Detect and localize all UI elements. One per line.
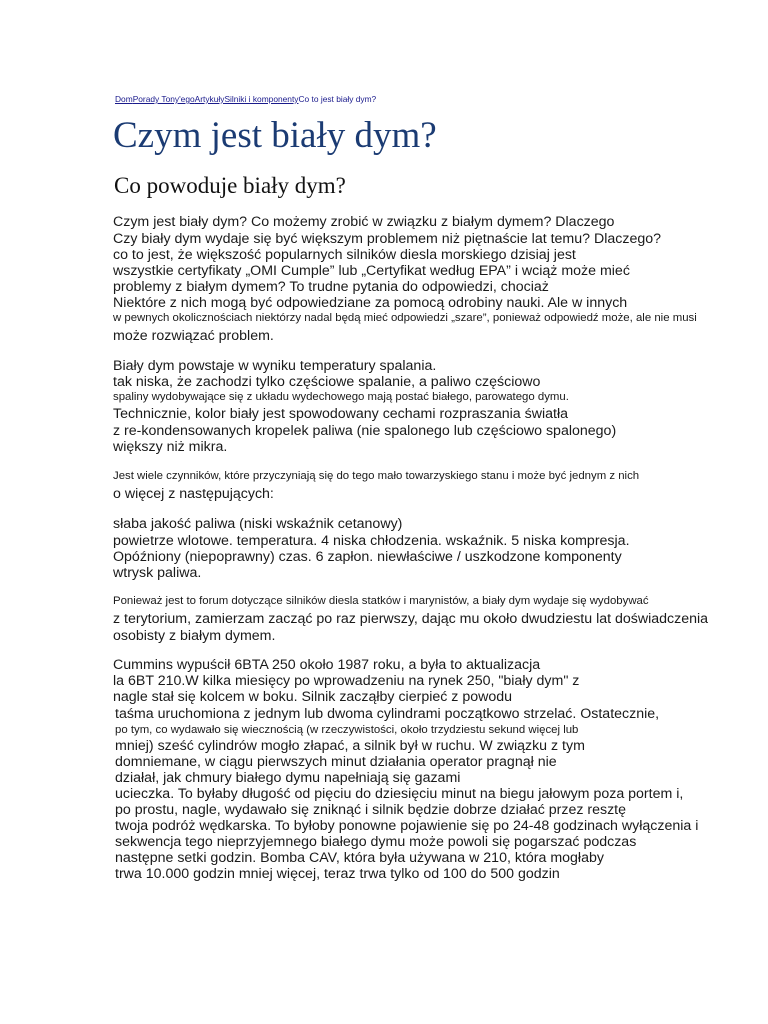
body-line: osobisty z białym dymem. — [113, 628, 276, 644]
body-line: w pewnych okolicznościach niektórzy nadal będą mieć odpowiedzi „szare”, ponieważ odpowiedź może, ale nie musi — [113, 312, 697, 324]
body-line: słaba jakość paliwa (niski wskaźnik cetanowy) — [113, 516, 403, 532]
body-line: Czym jest biały dym? Co możemy zrobić w związku z białym dymem? Dlaczego — [113, 214, 615, 230]
body-line: Jest wiele czynników, które przyczyniają się do tego mało towarzyskiego stanu i może być jednym z nich — [113, 470, 640, 482]
body-line: Niektóre z nich mogą być odpowiedziane za pomocą odrobiny nauki. Ale w innych — [113, 295, 628, 311]
body-line: Opóźniony (niepoprawny) czas. 6 zapłon. niewłaściwe / uszkodzone komponenty — [113, 549, 622, 565]
body-line: może rozwiązać problem. — [113, 328, 274, 344]
body-line: Biały dym powstaje w wyniku temperatury spalania. — [113, 358, 437, 374]
body-line: domniemane, w ciągu pierwszych minut działania operator pragnął nie — [115, 754, 557, 770]
body-line: la 6BT 210.W kilka miesięcy po wprowadzeniu na rynek 250, "biały dym" z — [113, 673, 580, 689]
breadcrumb-link[interactable]: Silniki i komponenty — [224, 94, 299, 104]
body-line: o więcej z następujących: — [113, 486, 274, 502]
body-line: trwa 10.000 godzin mniej więcej, teraz trwa tylko od 100 do 500 godzin — [115, 866, 560, 882]
body-line: powietrze wlotowe. temperatura. 4 niska chłodzenia. wskaźnik. 5 niska kompresja. — [113, 533, 630, 549]
body-line: sekwencja tego nieprzyjemnego białego dymu może powoli się pogarszać podczas — [115, 834, 637, 850]
page-title: Czym jest biały dym? — [113, 115, 437, 156]
breadcrumb — [115, 94, 715, 105]
breadcrumb-link[interactable]: Porady Tony'ego — [132, 94, 195, 104]
breadcrumb-current: Co to jest biały dym? — [298, 94, 377, 104]
body-line: problemy z białym dymem? To trudne pytania do odpowiedzi, chociaż — [113, 279, 549, 295]
body-line: nagle stał się kolcem w boku. Silnik zacząłby cierpieć z powodu — [113, 689, 513, 705]
body-line: działał, jak chmury białego dymu napełniają się gazami — [115, 770, 461, 786]
body-line: mniej) sześć cylindrów mogło złapać, a silnik był w ruchu. W związku z tym — [115, 738, 585, 754]
body-line: wtrysk paliwa. — [113, 565, 202, 581]
body-line: ucieczka. To byłaby długość od pięciu do dziesięciu minut na biegu jałowym poza portem i, — [115, 786, 684, 802]
body-line: co to jest, że większość popularnych silników diesla morskiego dzisiaj jest — [113, 247, 576, 263]
body-line: po prostu, nagle, wydawało się zniknąć i silnik będzie dobrze działać przez resztę — [115, 802, 627, 818]
body-line: Technicznie, kolor biały jest spowodowany cechami rozpraszania światła — [113, 406, 569, 422]
body-line: następne setki godzin. Bomba CAV, która była używana w 210, która mogłaby — [115, 850, 604, 866]
body-line: większy niż mikra. — [113, 439, 228, 455]
body-line: Ponieważ jest to forum dotyczące silników diesla statków i marynistów, a biały dym wydaje się wydobywać — [113, 595, 649, 607]
body-line: po tym, co wydawało się wiecznością (w rzeczywistości, około trzydziestu sekund więcej lub — [115, 724, 579, 736]
body-line: wszystkie certyfikaty „OMI Cumple” lub „Certyfikat według EPA” i wciąż może mieć — [113, 263, 630, 279]
page-subtitle: Co powoduje biały dym? — [114, 173, 346, 198]
body-line: z re-kondensowanych kropelek paliwa (nie spalonego lub częściowo spalonego) — [113, 423, 617, 439]
body-line: spaliny wydobywające się z układu wydechowego mają postać białego, parowatego dymu. — [113, 391, 569, 403]
body-line: Cummins wypuścił 6BTA 250 około 1987 roku, a była to aktualizacja — [113, 657, 541, 673]
breadcrumb-link[interactable]: Dom — [115, 94, 133, 104]
body-line: taśma uruchomiona z jednym lub dwoma cylindrami początkowo strzelać. Ostatecznie, — [115, 706, 660, 722]
body-line: twoja podróż wędkarska. To byłoby ponowne pojawienie się po 24-48 godzinach wyłączenia i — [115, 818, 699, 834]
breadcrumb-link[interactable]: Artykuły — [194, 94, 225, 104]
body-line: Czy biały dym wydaje się być większym problemem niż piętnaście lat temu? Dlaczego? — [113, 231, 662, 247]
body-line: z terytorium, zamierzam zacząć po raz pierwszy, dając mu około dwudziestu lat doświadczenia — [113, 611, 709, 627]
body-line: tak niska, że zachodzi tylko częściowe spalanie, a paliwo częściowo — [113, 374, 541, 390]
